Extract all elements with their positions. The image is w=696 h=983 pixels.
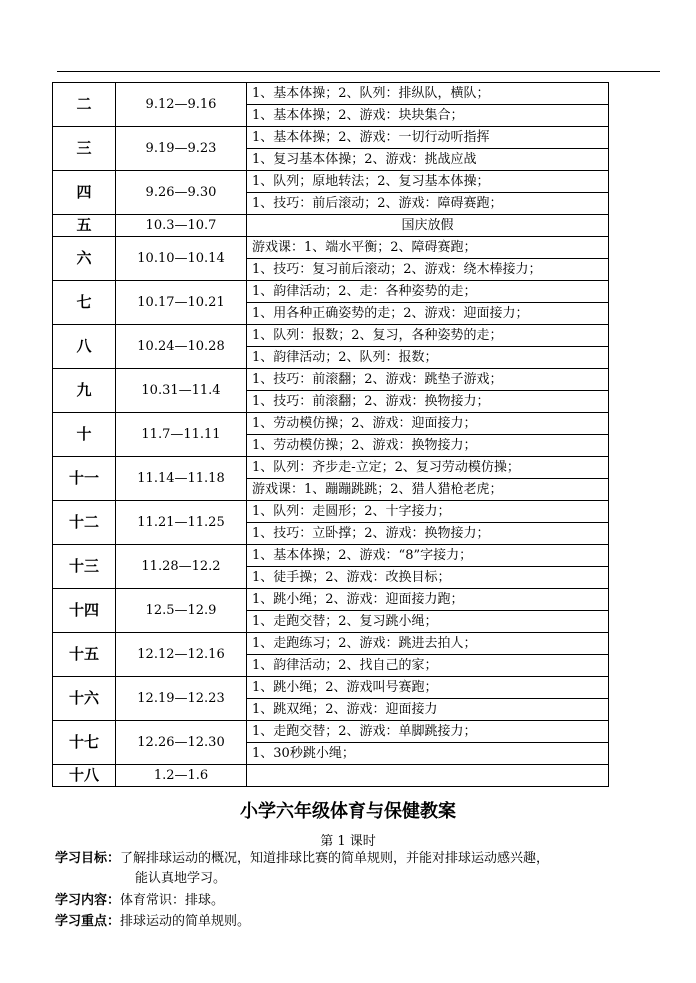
key-point-line xyxy=(55,912,250,932)
date-cell: 10.10—10.14 xyxy=(116,237,247,281)
content-cell: 1、基本体操；2、队列：排纵队，横队； xyxy=(247,83,609,105)
key-text: 排球运动的简单规则。 xyxy=(120,914,251,929)
objective-line xyxy=(55,849,549,869)
table-row xyxy=(53,127,609,149)
table-row xyxy=(53,545,609,567)
table-row xyxy=(53,369,609,391)
content-cell: 1、基本体操；2、游戏：一切行动听指挥 xyxy=(247,127,609,149)
week-cell: 十一 xyxy=(53,457,116,501)
week-cell: 八 xyxy=(53,325,116,369)
content-cell: 1、队列；原地转法；2、复习基本体操； xyxy=(247,171,609,193)
date-cell: 11.7—11.11 xyxy=(116,413,247,457)
content-cell: 游戏课：1、蹦蹦跳跳；2、猎人猎枪老虎； xyxy=(247,479,609,501)
week-cell: 五 xyxy=(53,215,116,237)
content-cell: 国庆放假 xyxy=(247,215,609,237)
table-row xyxy=(53,721,609,743)
table-row xyxy=(53,765,609,787)
content-cell: 1、30秒跳小绳； xyxy=(247,743,609,765)
table-row xyxy=(53,237,609,259)
week-cell: 二 xyxy=(53,83,116,127)
content-cell: 1、基本体操；2、游戏：“8”字接力； xyxy=(247,545,609,567)
content-cell: 1、劳动模仿操；2、游戏：换物接力； xyxy=(247,435,609,457)
content-cell: 1、走跑练习；2、游戏：跳进去拍人； xyxy=(247,633,609,655)
table-row xyxy=(53,589,609,611)
content-cell: 1、技巧：前滚翻；2、游戏：跳垫子游戏； xyxy=(247,369,609,391)
content-cell: 1、基本体操；2、游戏：块块集合； xyxy=(247,105,609,127)
content-cell: 1、走跑交替；2、复习跳小绳； xyxy=(247,611,609,633)
week-cell: 十二 xyxy=(53,501,116,545)
date-cell: 12.19—12.23 xyxy=(116,677,247,721)
content-cell: 1、复习基本体操；2、游戏：挑战应战 xyxy=(247,149,609,171)
date-cell: 10.3—10.7 xyxy=(116,215,247,237)
date-cell: 1.2—1.6 xyxy=(116,765,247,787)
week-cell: 十五 xyxy=(53,633,116,677)
week-cell: 十四 xyxy=(53,589,116,633)
content-cell: 1、技巧：立卧撑；2、游戏：换物接力； xyxy=(247,523,609,545)
content-text: 体育常识：排球。 xyxy=(120,893,225,908)
content-cell: 1、队列：走圆形；2、十字接力； xyxy=(247,501,609,523)
content-cell: 1、队列：齐步走-立定；2、复习劳动模仿操； xyxy=(247,457,609,479)
week-cell: 四 xyxy=(53,171,116,215)
date-cell: 9.26—9.30 xyxy=(116,171,247,215)
content-cell xyxy=(247,765,609,787)
week-cell: 三 xyxy=(53,127,116,171)
content-cell: 1、韵律活动；2、找自己的家； xyxy=(247,655,609,677)
content-cell: 1、技巧：前后滚动；2、游戏：障碍赛跑； xyxy=(247,193,609,215)
table-row xyxy=(53,281,609,303)
content-label: 学习内容： xyxy=(55,893,121,908)
lesson-number: 第 1 课时 xyxy=(320,834,376,849)
table-row xyxy=(53,325,609,347)
key-label: 学习重点： xyxy=(55,914,121,929)
content-line xyxy=(55,891,224,911)
content-cell: 1、跳小绳；2、游戏：迎面接力跑； xyxy=(247,589,609,611)
date-cell: 12.12—12.16 xyxy=(116,633,247,677)
date-cell: 10.31—11.4 xyxy=(116,369,247,413)
week-cell: 十 xyxy=(53,413,116,457)
week-cell: 十三 xyxy=(53,545,116,589)
week-cell: 十六 xyxy=(53,677,116,721)
header-rule xyxy=(57,71,660,72)
date-cell: 11.28—12.2 xyxy=(116,545,247,589)
content-cell: 1、韵律活动；2、走：各种姿势的走； xyxy=(247,281,609,303)
table-row xyxy=(53,215,609,237)
content-cell: 1、用各种正确姿势的走；2、游戏：迎面接力； xyxy=(247,303,609,325)
content-cell: 1、跳双绳；2、游戏：迎面接力 xyxy=(247,699,609,721)
date-cell: 12.5—12.9 xyxy=(116,589,247,633)
objective-continuation: 能认真地学习。 xyxy=(135,871,227,886)
date-cell: 10.17—10.21 xyxy=(116,281,247,325)
week-cell: 九 xyxy=(53,369,116,413)
content-cell: 1、跳小绳；2、游戏叫号赛跑； xyxy=(247,677,609,699)
content-cell: 1、技巧：前滚翻；2、游戏：换物接力； xyxy=(247,391,609,413)
table-row xyxy=(53,501,609,523)
date-cell: 9.19—9.23 xyxy=(116,127,247,171)
content-cell: 1、走跑交替；2、游戏：单脚跳接力； xyxy=(247,721,609,743)
date-cell: 9.12—9.16 xyxy=(116,83,247,127)
objective-label: 学习目标： xyxy=(55,851,121,866)
table-row xyxy=(53,171,609,193)
content-cell: 1、队列：报数；2、复习，各种姿势的走； xyxy=(247,325,609,347)
content-cell: 1、徒手操；2、游戏：改换目标； xyxy=(247,567,609,589)
objective-text: 了解排球运动的概况，知道排球比赛的简单规则，并能对排球运动感兴趣， xyxy=(120,851,550,866)
table-row xyxy=(53,677,609,699)
date-cell: 11.14—11.18 xyxy=(116,457,247,501)
content-cell: 1、劳动模仿操；2、游戏：迎面接力； xyxy=(247,413,609,435)
week-cell: 十八 xyxy=(53,765,116,787)
table-row xyxy=(53,83,609,105)
schedule-body xyxy=(53,83,609,787)
content-cell: 1、韵律活动；2、队列：报数； xyxy=(247,347,609,369)
schedule-table xyxy=(52,82,609,787)
document-title: 小学六年级体育与保健教案 xyxy=(240,801,456,822)
date-cell: 11.21—11.25 xyxy=(116,501,247,545)
date-cell: 12.26—12.30 xyxy=(116,721,247,765)
table-row xyxy=(53,457,609,479)
week-cell: 十七 xyxy=(53,721,116,765)
table-row xyxy=(53,413,609,435)
date-cell: 10.24—10.28 xyxy=(116,325,247,369)
content-cell: 1、技巧：复习前后滚动；2、游戏：绕木棒接力； xyxy=(247,259,609,281)
week-cell: 七 xyxy=(53,281,116,325)
week-cell: 六 xyxy=(53,237,116,281)
content-cell: 游戏课：1、端水平衡；2、障碍赛跑； xyxy=(247,237,609,259)
table-row xyxy=(53,633,609,655)
